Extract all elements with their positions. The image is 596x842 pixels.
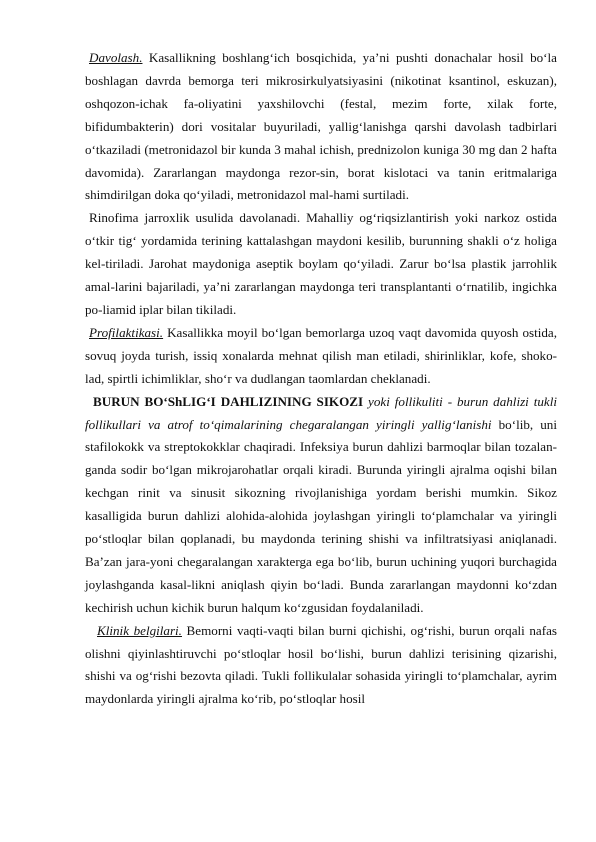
paragraph-davolash-text: Kasallikning boshlang‘ich bosqichida, ya’ni pushti donachalar hosil bo‘la boshlagan davrda bemorga teri mikrosirkulyatsiyasini (nikotinat ksantinol, eskuzan), oshqozon-ichak fa-oliyatini yaxshilovchi (festal, mezim forte, xilak forte, bifidumbakterin) dori vositalar buyuriladi, yallig‘lanishga qarshi davolash tadbirlari o‘tkaziladi (metronidazol bir kunda 3 mahal ichish, prednizolon kuniga 30 mg dan 2 hafta davomida). Zararlangan maydonga rezor-sin, borat kislotaci va tanin eritmalariga shimdirilgan doka qo‘yiladi, metronidazol mal-hami surtiladi.: [85, 50, 557, 203]
paragraph-profilaktika-text: Kasallikka moyil bo‘lgan bemorlarga uzoq vaqt davomida quyosh ostida, sovuq joyda turish, issiq xonalarda mehnat qilish man etiladi, shirinliklar, kofe, shoko-lad, spirtli ichimliklar, sho‘r va dudlangan taomlardan cheklanadi.: [85, 324, 557, 386]
heading-klinik: Klinik belgilari.: [97, 622, 182, 638]
paragraph-klinik-text: Bemorni vaqti-vaqti bilan burni qichishi, og‘rishi, burun orqali nafas olishni qiyinlashtiruvchi po‘stloqlar hosil bo‘lishi, burun dahlizi terisining qizarishi, shishi va og‘rishi bezovta qiladi. Tukli follikulalar sohasida yiringli to‘plamchalar, ayrim maydonlarda yiringli ajralma ko‘rib, po‘stloqlar hosil: [85, 622, 558, 707]
heading-profilaktika: Profilaktikasi.: [89, 324, 164, 340]
sikoz-definition: yoki follikuliti - burun dahlizi tukli follikullari va atrof to‘qimalarining chegaralangan yiringli yallig‘lanishi: [85, 393, 557, 432]
paragraph-profilaktika: [85, 322, 557, 391]
section-title-sikoz: BURUN BO‘ShLIG‘I DAHLIZINING SIKOZI: [93, 393, 364, 409]
heading-davolash: Davolash.: [89, 50, 143, 65]
paragraph-rinofima-text: Rinofima jarroxlik usulida davolanadi. Mahalliy og‘riqsizlantirish yoki narkoz ostida o‘tkir tig‘ yordamida terining kattalashgan maydoni kesilib, burunning shakli o‘z holiga kel-tiriladi. Jarohat maydoniga aseptik boylam qo‘yiladi. Zarur bo‘lsa plastik jarrohlik amal-larini bajariladi, ya’ni zararlangan maydonga teri transplantanti o‘rnatilib, ingichka po-liamid iplar bilan tikiladi.: [85, 210, 557, 317]
paragraph-sikoz-text: bo‘lib, uni stafilokokk va streptokokklar chaqiradi. Infeksiya burun dahlizi barmoqlar bilan tozalan-ganda sodir bo‘lgan mikrojarohatlar orqali kiradi. Burunda yiringli ajralma oqishi bilan kechgan rinit va sinusit sikozning rivojlanishiga yordam berishi mumkin. Sikoz kasalligida burun dahlizi alohida-alohida joylashgan yiringli to‘plamchalar va yiringli po‘stloqlar bilan qoplanadi, bu maydonda terining shishi va infiltratsiyasi aniqlanadi. Ba’zan jara-yoni chegaralangan xarakterga ega bo‘lib, burun uchining yuqori burchagida joylashganda kasal-likni aniqlash qiyin bo‘ladi. Bunda zararlangan maydonni ko‘zdan kechirish uchun kichik burun halqum ko‘zgusidan foydalaniladi.: [85, 416, 557, 615]
paragraph-sikoz: [85, 391, 557, 620]
document-page: [85, 47, 557, 711]
paragraph-rinofima: [85, 207, 557, 322]
paragraph-klinik: [85, 620, 557, 712]
paragraph-davolash: [85, 47, 557, 207]
